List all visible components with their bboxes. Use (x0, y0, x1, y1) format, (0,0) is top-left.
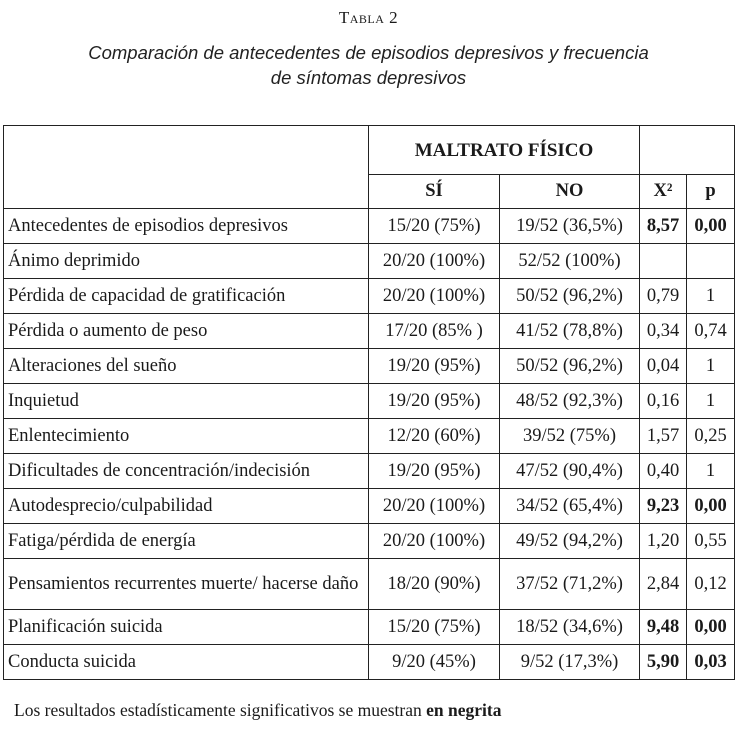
table-title (0, 40, 737, 90)
cell-p: 0,55 (687, 524, 735, 559)
footnote (14, 700, 501, 721)
cell-no: 50/52 (96,2%) (500, 349, 640, 384)
table-row (4, 244, 735, 279)
cell-x2: 0,16 (640, 384, 687, 419)
cell-si: 9/20 (45%) (369, 645, 500, 680)
cell-x2: 1,20 (640, 524, 687, 559)
table-row (4, 349, 735, 384)
table-label: Tabla 2 (338, 8, 399, 27)
cell-si: 20/20 (100%) (369, 524, 500, 559)
column-header-si: SÍ (369, 175, 500, 209)
cell-x2: 1,57 (640, 419, 687, 454)
row-label: Pérdida de capacidad de gratificación (4, 279, 369, 314)
cell-si: 15/20 (75%) (369, 610, 500, 645)
cell-p: 0,74 (687, 314, 735, 349)
table-row (4, 419, 735, 454)
cell-no: 47/52 (90,4%) (500, 454, 640, 489)
cell-no: 37/52 (71,2%) (500, 559, 640, 610)
cell-x2: 2,84 (640, 559, 687, 610)
column-header-p: p (687, 175, 735, 209)
row-label: Conducta suicida (4, 645, 369, 680)
row-label: Ánimo deprimido (4, 244, 369, 279)
cell-no: 50/52 (96,2%) (500, 279, 640, 314)
cell-no: 9/52 (17,3%) (500, 645, 640, 680)
cell-no: 48/52 (92,3%) (500, 384, 640, 419)
cell-no: 41/52 (78,8%) (500, 314, 640, 349)
footnote-emphasis: en negrita (426, 700, 502, 720)
cell-si: 20/20 (100%) (369, 244, 500, 279)
table-row (4, 524, 735, 559)
empty-group-cell (640, 126, 735, 175)
cell-no: 52/52 (100%) (500, 244, 640, 279)
row-label: Pérdida o aumento de peso (4, 314, 369, 349)
cell-p: 0,00 (687, 610, 735, 645)
cell-si: 17/20 (85% ) (369, 314, 500, 349)
cell-p: 0,12 (687, 559, 735, 610)
table-row (4, 279, 735, 314)
cell-p: 1 (687, 384, 735, 419)
row-label: Antecedentes de episodios depresivos (4, 209, 369, 244)
cell-si: 12/20 (60%) (369, 419, 500, 454)
cell-p: 1 (687, 349, 735, 384)
cell-si: 15/20 (75%) (369, 209, 500, 244)
cell-p: 0,03 (687, 645, 735, 680)
cell-p: 0,00 (687, 489, 735, 524)
cell-no: 49/52 (94,2%) (500, 524, 640, 559)
group-header-row (4, 126, 735, 175)
empty-header-cell (4, 126, 369, 209)
cell-si: 20/20 (100%) (369, 279, 500, 314)
row-label: Enlentecimiento (4, 419, 369, 454)
cell-x2: 5,90 (640, 645, 687, 680)
group-header-maltrato-fisico: MALTRATO FÍSICO (369, 126, 640, 175)
cell-si: 19/20 (95%) (369, 384, 500, 419)
cell-x2: 8,57 (640, 209, 687, 244)
table-row (4, 645, 735, 680)
cell-no: 34/52 (65,4%) (500, 489, 640, 524)
cell-si: 19/20 (95%) (369, 349, 500, 384)
cell-p: 1 (687, 454, 735, 489)
table-row (4, 209, 735, 244)
table-row (4, 559, 735, 610)
cell-no: 39/52 (75%) (500, 419, 640, 454)
cell-x2: 0,04 (640, 349, 687, 384)
row-label: Autodesprecio/culpabilidad (4, 489, 369, 524)
row-label: Dificultades de concentración/indecisión (4, 454, 369, 489)
cell-x2: 0,34 (640, 314, 687, 349)
row-label: Fatiga/pérdida de energía (4, 524, 369, 559)
cell-p: 1 (687, 279, 735, 314)
row-label: Planificación suicida (4, 610, 369, 645)
cell-p: 0,00 (687, 209, 735, 244)
footnote-text: Los resultados estadísticamente significativos se muestran (14, 700, 422, 720)
cell-no: 19/52 (36,5%) (500, 209, 640, 244)
table-title-line-2: de síntomas depresivos (270, 67, 467, 88)
table-row (4, 314, 735, 349)
cell-x2: 9,23 (640, 489, 687, 524)
cell-p: 0,25 (687, 419, 735, 454)
cell-no: 18/52 (34,6%) (500, 610, 640, 645)
cell-p (687, 244, 735, 279)
cell-x2: 9,48 (640, 610, 687, 645)
row-label: Pensamientos recurrentes muerte/ hacerse daño (4, 559, 369, 610)
cell-x2: 0,40 (640, 454, 687, 489)
column-header-x2: X² (640, 175, 687, 209)
cell-si: 20/20 (100%) (369, 489, 500, 524)
row-label: Inquietud (4, 384, 369, 419)
cell-si: 18/20 (90%) (369, 559, 500, 610)
table-title-line-1: Comparación de antecedentes de episodios depresivos y frecuencia (88, 42, 649, 63)
table-body (4, 126, 735, 680)
cell-x2: 0,79 (640, 279, 687, 314)
table-row (4, 610, 735, 645)
cell-si: 19/20 (95%) (369, 454, 500, 489)
table-row (4, 384, 735, 419)
table-row (4, 454, 735, 489)
row-label: Alteraciones del sueño (4, 349, 369, 384)
comparison-table (3, 125, 735, 680)
cell-x2 (640, 244, 687, 279)
table-row (4, 489, 735, 524)
column-header-no: NO (500, 175, 640, 209)
